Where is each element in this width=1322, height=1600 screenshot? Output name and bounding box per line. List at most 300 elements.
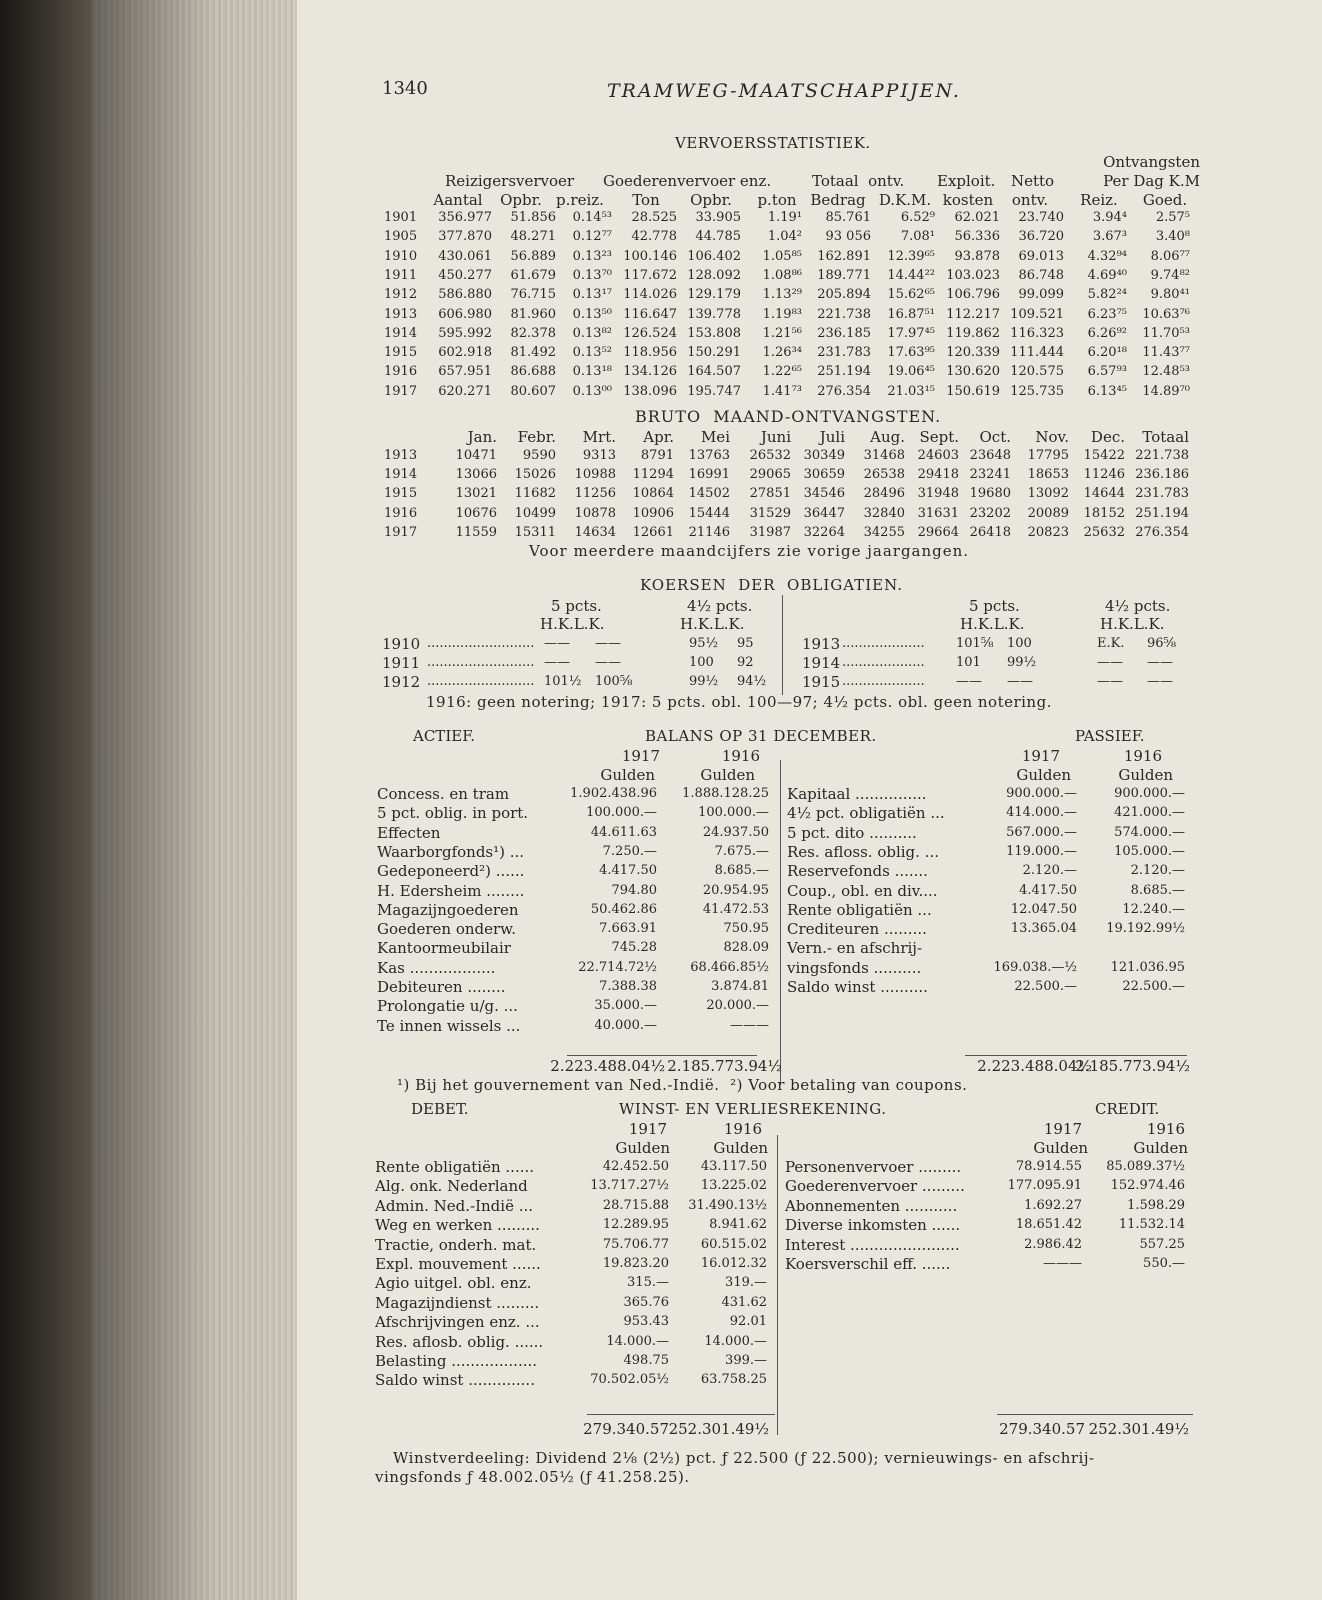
vervoer-cell: 2.57⁵ (1155, 210, 1190, 225)
vervoer-cell: 116.647 (623, 306, 677, 322)
vervoer-cell: 10.63⁷⁶ (1142, 306, 1190, 322)
koersen-value: 95 (737, 636, 754, 651)
winst-debet-label: Saldo winst .............. (375, 1371, 535, 1390)
bruto-month-header: Jan. (467, 428, 497, 446)
vervoer-cell: 28.525 (631, 210, 677, 225)
winst-credit-1917: 2.986.42 (1024, 1236, 1082, 1252)
vervoer-year: 1901 (384, 210, 418, 225)
vervoer-cell: 11.43⁷⁷ (1142, 345, 1190, 361)
balans-actief-1917: 4.417.50 (599, 863, 657, 879)
winst-debet-1916: 92.01 (729, 1314, 767, 1330)
vervoer-cell: 9.74⁸² (1150, 267, 1190, 283)
vervoer-cell: 109.521 (1010, 306, 1064, 322)
koersen-value: —— (544, 636, 570, 651)
balans-actief-label: Concess. en tram (377, 785, 510, 803)
koersen-note: 1916: geen notering; 1917: 5 pcts. obl. 100—97; 4½ pcts. obl. geen notering. (426, 693, 1052, 711)
bruto-cell: 30349 (803, 448, 845, 463)
balans-passief-1917: 22.500.— (1014, 979, 1077, 994)
vervoer-cell: 0.13¹⁷ (572, 287, 612, 303)
balans-passief-label: vingsfonds .......... (787, 958, 922, 977)
koersen-value: —— (1147, 655, 1173, 670)
vervoer-cell: 12.48⁵³ (1142, 364, 1190, 380)
winst-credit-1917: 18.651.42 (1015, 1217, 1082, 1233)
balans-total-actief-1917: 2.223.488.04½ (550, 1057, 665, 1075)
bruto-cell: 11682 (514, 486, 556, 502)
bruto-cell: 23648 (969, 448, 1011, 463)
bruto-cell: 31987 (749, 524, 791, 540)
winst-debet-label: Belasting .................. (375, 1352, 538, 1370)
winst-credit-1917: ——— (1043, 1256, 1082, 1271)
vervoer-cell: 14.44²² (887, 267, 935, 283)
winst-debet-1916: 63.758.25 (700, 1372, 767, 1388)
winst-credit-1916: 1.598.29 (1127, 1197, 1185, 1213)
bruto-cell: 25632 (1083, 524, 1125, 540)
vervoer-cell: 150.291 (687, 345, 741, 361)
vervoer-cell: 0.13⁵⁰ (572, 306, 612, 322)
bruto-cell: 9590 (522, 448, 556, 463)
winst-credit-1917: 78.914.55 (1015, 1159, 1082, 1174)
vervoer-year: 1911 (384, 267, 418, 283)
book-spine (0, 0, 92, 1600)
winst-total-debet-1917: 279.340.57 (583, 1420, 669, 1438)
koersen-value: —— (1147, 674, 1173, 689)
balans-actief-1917: 50.462.86 (590, 901, 657, 917)
winst-debet-1917: 365.76 (623, 1294, 669, 1310)
winst-debet-1917: 13.717.27½ (590, 1178, 669, 1194)
balans-actief-label: Prolongatie u/g. ... (377, 997, 518, 1016)
winst-debet-1916: 43.117.50 (700, 1159, 767, 1174)
koersen-value: 94½ (737, 674, 767, 689)
vervoer-cell: 164.507 (687, 364, 741, 380)
balans-actief-1917: 1.902.438.96 (570, 786, 657, 801)
winst-credit-label: Abonnementen ........... (785, 1196, 958, 1215)
winst-credit-1916: 11.532.14 (1118, 1217, 1185, 1233)
balans-actief-1916: 20.000.— (706, 998, 769, 1014)
winst-credit-1917: 177.095.91 (1007, 1178, 1082, 1194)
vervoer-cell: 9.80⁴¹ (1150, 287, 1190, 303)
vervoer-cell: 82.378 (510, 325, 556, 341)
bruto-cell: 26538 (863, 467, 905, 483)
balans-actief-1917: 35.000.— (594, 998, 657, 1014)
bruto-cell: 18152 (1083, 505, 1125, 521)
vervoer-cell: 69.013 (1018, 248, 1064, 264)
vervoer-cell: 134.126 (623, 364, 677, 380)
winst-debet-1917: 42.452.50 (602, 1159, 669, 1174)
koersen-value: 100 (689, 655, 714, 670)
koersen-year: 1912 (382, 673, 421, 691)
balans-passief-label: Reservefonds ....... (787, 862, 928, 881)
balans-passief-1917: 567.000.— (1006, 824, 1077, 840)
winst-title: WINST- EN VERLIESREKENING. (619, 1100, 887, 1118)
vervoer-cell: 116.323 (1010, 325, 1064, 341)
vervoer-cell: 657.951 (438, 364, 492, 380)
bruto-cell: 236.186 (1135, 467, 1189, 483)
bruto-month-header: Oct. (979, 428, 1011, 446)
vervoer-cell: 602.918 (438, 345, 492, 361)
balans-passief-1917: 414.000.— (1006, 805, 1077, 821)
balans-passief-unit2: Gulden (1118, 766, 1173, 784)
balans-passief-label: Saldo winst .......... (787, 978, 928, 996)
balans-total-rule-right (965, 1055, 1187, 1056)
vervoer-cell: 118.956 (623, 345, 677, 361)
balans-actief-1917: 7.388.38 (599, 979, 657, 994)
balans-passief-1916: 421.000.— (1114, 805, 1185, 821)
winst-debet-1917: 14.000.— (606, 1333, 669, 1349)
winst-debet-1917: 28.715.88 (602, 1197, 669, 1213)
vervoer-cell: 128.092 (687, 267, 741, 283)
vervoer-cell: 138.096 (623, 383, 677, 399)
vervoer-cell: 150.619 (946, 383, 1000, 399)
vervoer-cell: 0.13¹⁸ (572, 364, 612, 380)
balans-passief-1916: 12.240.— (1122, 901, 1185, 917)
bruto-cell: 31529 (749, 505, 791, 521)
balans-passief-1917: 900.000.— (1006, 786, 1077, 801)
balans-actief-label: Te innen wissels ... (377, 1016, 521, 1035)
bruto-cell: 19680 (969, 486, 1011, 502)
bruto-cell: 29418 (917, 467, 959, 483)
bruto-cell: 26532 (749, 448, 791, 463)
bruto-cell: 251.194 (1135, 505, 1189, 521)
koersen-leader-dots: .................... (842, 636, 925, 651)
koersen-value: 95½ (689, 636, 719, 651)
vervoer-cell: 3.67³ (1092, 229, 1127, 245)
winst-debet-1917: 75.706.77 (602, 1236, 669, 1252)
winst-debet-1916: 8.941.62 (709, 1217, 767, 1233)
bruto-cell: 231.783 (1135, 486, 1189, 502)
vervoer-year: 1915 (384, 345, 418, 361)
balans-actief-label: Gedeponeerd²) ...... (377, 862, 525, 881)
winst-total-debet-1916: 252.301.49½ (668, 1420, 769, 1438)
vervoer-col-header: Goed. (1142, 191, 1188, 209)
vervoer-cell: 81.960 (510, 306, 556, 322)
koersen-h5-left: 5 pcts. (551, 597, 602, 615)
bruto-month-header: Nov. (1035, 428, 1069, 446)
winst-debet-label: Magazijndienst ......... (375, 1293, 540, 1312)
vervoer-cell: 19.06⁴⁵ (887, 364, 935, 380)
vervoer-cell: 276.354 (817, 383, 871, 399)
vervoer-col-header: Opbr. (690, 191, 732, 209)
bruto-month-header: Dec. (1090, 428, 1125, 446)
balans-passief-1916: 2.120.— (1130, 863, 1185, 879)
vervoer-year: 1910 (384, 248, 418, 264)
winst-total-credit-1916: 252.301.49½ (1088, 1420, 1189, 1438)
winst-debet-1916: 31.490.13½ (688, 1197, 767, 1213)
vervoer-cell: 129.179 (687, 287, 741, 303)
balans-footnote: ¹) Bij het gouvernement van Ned.-Indië. ²) Voor betaling van coupons. (397, 1076, 968, 1094)
koersen-value: 99½ (1007, 655, 1037, 670)
vervoer-cell: 42.778 (631, 229, 677, 245)
koersen-value: 100 (1007, 636, 1032, 651)
koersen-value: 101 (956, 655, 981, 670)
vervoer-cell: 15.62⁶⁵ (887, 287, 935, 303)
bruto-cell: 16991 (688, 467, 730, 483)
balans-actief-label: Waarborgfonds¹) ... (377, 842, 525, 861)
koersen-leader-dots: .......................... (427, 655, 535, 670)
balans-passief-1916: 22.500.— (1122, 979, 1185, 994)
koersen-value: —— (956, 674, 982, 689)
koersen-h45-left: 4½ pcts. (687, 597, 753, 615)
vervoer-cell: 221.738 (817, 306, 871, 322)
balans-total-passief-1917: 2.223.488.04½ (977, 1057, 1092, 1075)
winst-credit-label: Interest ....................... (785, 1235, 960, 1254)
vervoer-col-header: Aantal (433, 191, 483, 209)
winst-debet-1916: 399.— (725, 1353, 767, 1368)
bruto-title: BRUTO MAAND-ONTVANGSTEN. (635, 407, 942, 426)
bruto-year: 1913 (384, 448, 418, 463)
bruto-cell: 11246 (1083, 467, 1125, 483)
bruto-cell: 10864 (632, 486, 674, 502)
bruto-year: 1914 (384, 467, 418, 483)
winst-debet-label: Alg. onk. Nederland (375, 1177, 528, 1196)
vervoer-cell: 6.57⁹³ (1087, 364, 1127, 380)
vervoer-cell: 85.761 (825, 210, 871, 225)
winst-total-credit-1917: 279.340.57 (999, 1420, 1085, 1438)
vervoer-col-header: p.ton (757, 191, 797, 209)
vervoer-cell: 0.13²³ (572, 248, 612, 264)
vervoer-cell: 0.14⁵³ (572, 210, 612, 225)
koersen-value: —— (1007, 674, 1033, 689)
koersen-value: 101½ (544, 674, 582, 689)
balans-actief-1916: 41.472.53 (702, 901, 769, 917)
vervoer-cell: 162.891 (817, 248, 871, 264)
vervoer-cell: 0.13⁷⁰ (572, 267, 612, 283)
bruto-cell: 14644 (1083, 486, 1125, 502)
bruto-month-header: Aug. (870, 428, 905, 446)
balans-actief-1917: 22.714.72½ (578, 959, 657, 975)
koersen-hklk-2: H.K.L.K. (680, 615, 745, 633)
vervoer-cell: 3.40⁸ (1155, 229, 1190, 245)
balans-passief-1917: 169.038.—½ (993, 959, 1077, 975)
winst-debet-label: Agio uitgel. obl. enz. (375, 1274, 532, 1293)
winst-debet-1917: 315.— (627, 1275, 669, 1291)
koersen-hklk-4: H.K.L.K. (1100, 615, 1165, 633)
vervoer-header-reizigers: Reizigersvervoer (445, 172, 575, 190)
vervoer-year: 1912 (384, 287, 418, 303)
vervoer-year: 1913 (384, 306, 418, 322)
bruto-month-header: Febr. (517, 428, 556, 446)
koersen-value: 92 (737, 655, 754, 670)
bruto-cell: 14634 (574, 524, 616, 540)
balans-passief-label: Crediteuren ......... (787, 920, 927, 939)
koersen-leader-dots: .......................... (427, 674, 535, 689)
winst-credit-label: Diverse inkomsten ...... (785, 1216, 961, 1235)
bruto-cell: 11559 (455, 524, 497, 540)
koersen-value: —— (1097, 674, 1123, 689)
vervoer-cell: 6.13⁴⁵ (1087, 383, 1127, 399)
page-edges-shadow (92, 0, 297, 1600)
koersen-value: —— (595, 636, 621, 651)
vervoer-header-goederen: Goederenvervoer enz. (603, 172, 772, 190)
balans-passief-1917: 12.047.50 (1010, 901, 1077, 917)
winst-debet-1917: 12.289.95 (602, 1217, 669, 1233)
vervoer-cell: 236.185 (817, 325, 871, 341)
balans-passief-1916: 900.000.— (1114, 786, 1185, 801)
balans-actief-label: Effecten (377, 823, 441, 842)
bruto-cell: 32840 (863, 505, 905, 521)
winst-debet-1917: 19.823.20 (602, 1256, 669, 1271)
vervoer-cell: 0.12⁷⁷ (572, 229, 612, 245)
balans-passief-label: Kapitaal ............... (787, 785, 927, 803)
vervoer-cell: 44.785 (695, 229, 741, 245)
vervoer-cell: 106.796 (946, 287, 1000, 303)
balans-actief-1917: 40.000.— (594, 1017, 657, 1033)
balans-actief-y2: 1916 (721, 747, 760, 765)
vervoer-cell: 6.52⁹ (900, 210, 935, 225)
bruto-month-header: Mei (700, 428, 730, 446)
vervoer-cell: 195.747 (687, 383, 741, 399)
vervoer-cell: 606.980 (438, 306, 492, 322)
koersen-year: 1911 (382, 654, 421, 672)
vervoer-col-header: Ton (632, 191, 660, 209)
bruto-cell: 27851 (749, 486, 791, 502)
balans-actief-1916: 7.675.— (714, 843, 769, 859)
vervoer-cell: 1.21⁵⁶ (762, 325, 802, 341)
balans-actief-y1: 1917 (621, 747, 660, 765)
vervoer-cell: 17.97⁴⁵ (887, 325, 935, 341)
vervoer-cell: 1.13²⁹ (762, 287, 802, 303)
balans-actief-1916: 68.466.85½ (690, 959, 769, 975)
koersen-year: 1914 (802, 654, 841, 672)
bruto-cell: 9313 (582, 448, 616, 463)
winst-debet-1917: 953.43 (623, 1314, 669, 1330)
balans-actief-label: Magazijngoederen (377, 900, 519, 919)
bruto-cell: 20089 (1027, 505, 1069, 521)
vervoer-col-header: ontv. (1011, 191, 1049, 209)
winst-credit-1916: 85.089.37½ (1106, 1159, 1185, 1174)
bruto-cell: 26418 (969, 524, 1011, 540)
page-number: 1340 (382, 78, 428, 99)
vervoer-cell: 125.735 (1010, 383, 1064, 399)
vervoer-cell: 450.277 (438, 267, 492, 283)
balans-actief-label: Goederen onderw. (377, 920, 517, 939)
winst-credit-unit1: Gulden (1033, 1139, 1088, 1157)
vervoer-cell: 1.08⁸⁶ (762, 267, 802, 283)
balans-actief-1916: 20.954.95 (702, 882, 769, 898)
balans-actief-1917: 745.28 (611, 940, 657, 956)
bruto-cell: 8791 (640, 448, 674, 463)
bruto-cell: 11294 (632, 467, 674, 483)
bruto-cell: 21146 (688, 524, 730, 540)
vervoer-cell: 106.402 (687, 248, 741, 264)
koersen-hklk-3: H.K.L.K. (960, 615, 1025, 633)
bruto-cell: 15026 (514, 467, 556, 483)
vervoer-cell: 1.26³⁴ (762, 345, 802, 361)
bruto-cell: 31468 (863, 448, 905, 463)
winst-debet-label: Res. aflosb. oblig. ...... (375, 1332, 544, 1351)
bruto-cell: 34546 (803, 486, 845, 502)
winst-credit-label: Personenvervoer ......... (785, 1158, 962, 1176)
balans-total-rule-left (567, 1055, 757, 1056)
document-page (297, 0, 1322, 1600)
balans-actief-1916: 1.888.128.25 (682, 786, 769, 801)
vervoer-header-ontv1: Ontvangsten (1103, 153, 1200, 171)
bruto-cell: 18653 (1027, 467, 1069, 483)
bruto-cell: 10988 (574, 467, 616, 483)
vervoer-year: 1914 (384, 325, 418, 341)
bruto-cell: 10471 (455, 448, 497, 463)
winst-credit-label: CREDIT. (1095, 1100, 1160, 1118)
bruto-cell: 10499 (514, 505, 556, 521)
balans-passief-label: Vern.- en afschrij- (787, 939, 923, 958)
vervoer-cell: 5.82²⁴ (1087, 287, 1127, 303)
vervoer-cell: 1.19⁸³ (762, 306, 802, 322)
vervoer-cell: 48.271 (510, 229, 556, 245)
vervoer-cell: 6.23⁷⁵ (1087, 306, 1127, 322)
winst-total-rule-left (587, 1414, 775, 1415)
bruto-cell: 30659 (803, 467, 845, 483)
balans-actief-1917: 100.000.— (586, 805, 657, 821)
winst-debet-label: Tractie, onderh. mat. (375, 1235, 537, 1254)
bruto-cell: 24603 (917, 448, 959, 463)
vervoer-cell: 11.70⁵³ (1142, 325, 1190, 341)
winst-debet-label: Expl. mouvement ...... (375, 1255, 541, 1273)
koersen-year: 1913 (802, 635, 841, 653)
balans-total-actief-1916: 2.185.773.94½ (667, 1057, 782, 1075)
vervoer-cell: 4.69⁴⁰ (1087, 267, 1127, 283)
balans-passief-label: Rente obligatiën ... (787, 900, 932, 919)
balans-passief-1917: 119.000.— (1006, 843, 1077, 859)
balans-passief-unit1: Gulden (1016, 766, 1071, 784)
winst-credit-y2: 1916 (1146, 1120, 1185, 1138)
vervoer-cell: 12.39⁶⁵ (887, 248, 935, 264)
balans-passief-1916: 574.000.— (1114, 824, 1185, 840)
vervoer-year: 1917 (384, 383, 418, 399)
bruto-month-header: Mrt. (582, 428, 616, 446)
bruto-cell: 10906 (632, 505, 674, 521)
vervoer-cell: 36.720 (1018, 229, 1064, 245)
vervoer-cell: 81.492 (510, 345, 556, 361)
winst-credit-label: Goederenvervoer ......... (785, 1177, 965, 1196)
winst-debet-label: DEBET. (411, 1100, 469, 1118)
bruto-cell: 17795 (1027, 448, 1069, 463)
bruto-cell: 31631 (917, 505, 959, 521)
vervoer-cell: 0.13⁰⁰ (572, 383, 612, 399)
koersen-value: —— (544, 655, 570, 670)
winst-credit-unit2: Gulden (1133, 1139, 1188, 1157)
vervoer-cell: 1.19¹ (767, 210, 802, 225)
winst-divider (777, 1135, 778, 1435)
vervoer-cell: 1.41⁷³ (762, 383, 802, 399)
bruto-year: 1917 (384, 524, 418, 540)
vervoer-cell: 3.94⁴ (1092, 210, 1127, 225)
balans-actief-label: Kantoormeubilair (377, 939, 511, 958)
koersen-value: 100⅝ (595, 674, 633, 689)
vervoer-cell: 595.992 (438, 325, 492, 341)
vervoer-cell: 1.04² (767, 229, 802, 245)
balans-actief-label: Kas .................. (377, 958, 496, 977)
bruto-cell: 29065 (749, 467, 791, 483)
koersen-value: 101⅝ (956, 636, 994, 651)
balans-passief-y1: 1917 (1021, 747, 1060, 765)
bruto-cell: 276.354 (1135, 524, 1189, 540)
vervoer-cell: 620.271 (438, 383, 492, 399)
winst-debet-label: Afschrijvingen enz. ... (375, 1313, 540, 1332)
vervoer-cell: 0.13⁸² (572, 325, 612, 341)
vervoer-cell: 111.444 (1010, 345, 1064, 361)
vervoer-cell: 130.620 (946, 364, 1000, 380)
vervoer-cell: 251.194 (817, 364, 871, 380)
winst-debet-label: Weg en werken ......... (375, 1216, 540, 1235)
balans-actief-unit2: Gulden (700, 766, 755, 784)
winst-credit-1917: 1.692.27 (1024, 1197, 1082, 1213)
balans-passief-1917: 4.417.50 (1019, 882, 1077, 898)
vervoer-header-ontv2: Per Dag K.M (1103, 172, 1200, 190)
koersen-divider (782, 595, 783, 695)
koersen-year: 1910 (382, 635, 421, 653)
balans-actief-1916: 8.685.— (714, 863, 769, 879)
vervoer-cell: 16.87⁵¹ (887, 306, 935, 322)
vervoer-cell: 139.778 (687, 306, 741, 322)
